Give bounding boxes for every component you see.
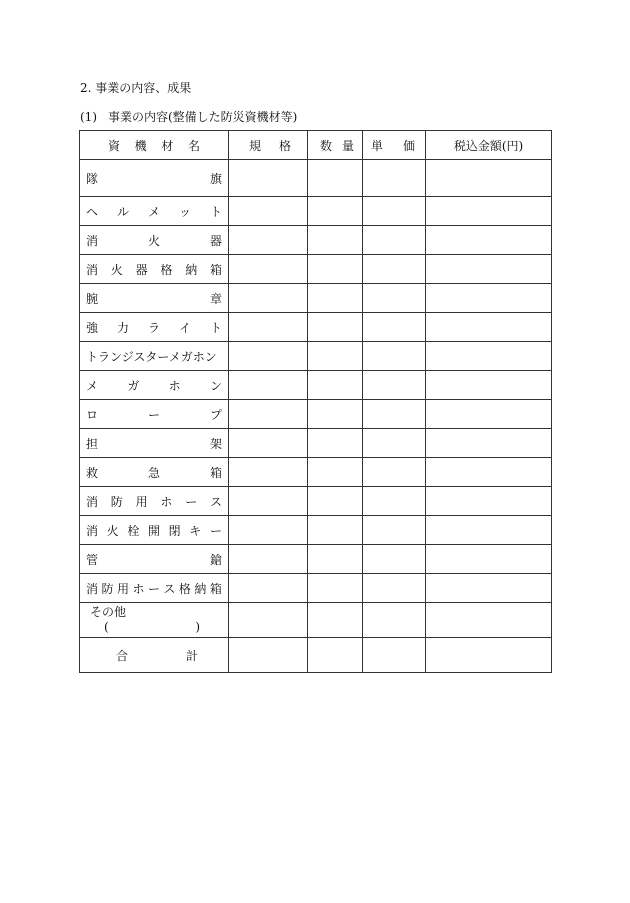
equipment-name-char: 火 [106,523,119,538]
equipment-name-char: イ [178,320,191,335]
table-row-other [80,603,552,638]
equipment-name-char: 開 [147,523,160,538]
equipment-name-char: 防 [101,581,114,596]
spec-cell [229,574,308,603]
unit-price-cell [363,284,426,313]
equipment-name-char: ス [209,494,222,509]
equipment-name-char: 旗 [209,171,222,186]
table-row [80,371,552,400]
spec-cell [229,516,308,545]
unit-price-cell [363,400,426,429]
amount-cell [426,226,552,255]
spec-cell [229,160,308,197]
equipment-name-char: キ [189,523,202,538]
equipment-name-char: 器 [135,262,148,277]
unit-price-cell [363,545,426,574]
equipment-name-char: 管 [86,552,99,567]
spec-cell [229,545,308,574]
unit-price-cell [363,160,426,197]
equipment-table [79,130,552,673]
table-row [80,516,552,545]
unit-price-cell [363,429,426,458]
table-row [80,429,552,458]
equipment-name-cell [80,226,229,255]
equipment-name-char: メ [147,204,160,219]
spec-cell [229,400,308,429]
equipment-name-char: ガ [127,378,140,393]
total-label-char: 計 [185,648,198,663]
unit-price-cell [363,487,426,516]
subsection-heading [80,109,297,125]
quantity-cell [308,371,363,400]
quantity-cell [308,342,363,371]
quantity-cell [308,400,363,429]
equipment-name-char: 閉 [168,523,181,538]
quantity-cell [308,226,363,255]
table-row [80,197,552,226]
quantity-cell [308,429,363,458]
table-row-total [80,638,552,673]
table-row [80,545,552,574]
equipment-name-char: ル [116,204,129,219]
quantity-cell [308,545,363,574]
quantity-cell [308,255,363,284]
table-row [80,342,552,371]
equipment-name-cell [80,197,229,226]
total-label-char: 合 [116,648,129,663]
equipment-name-char: 消 [86,523,99,538]
spec-cell [229,603,308,638]
spec-cell [229,371,308,400]
equipment-name-char: ー [185,494,198,509]
other-name-cell [80,603,229,638]
equipment-name-char: ー [147,407,160,422]
unit-price-cell [363,197,426,226]
quantity-cell [308,487,363,516]
equipment-name-cell [80,458,229,487]
spec-cell [229,638,308,673]
amount-cell [426,342,552,371]
unit-price-cell [363,638,426,673]
equipment-name-char: 格 [178,581,191,596]
amount-cell [426,255,552,284]
equipment-name-char: ホ [168,378,181,393]
unit-price-cell [363,226,426,255]
spec-cell [229,255,308,284]
table-row [80,400,552,429]
other-open-paren: ( [104,620,109,634]
equipment-name-char: ス [163,581,176,596]
quantity-cell [308,313,363,342]
equipment-name-char: ー [209,523,222,538]
table-header-row [80,131,552,160]
amount-cell [426,160,552,197]
equipment-name-char: ロ [86,407,99,422]
equipment-name-char: 格 [160,262,173,277]
equipment-name-char: 消 [86,494,99,509]
equipment-name-cell [80,313,229,342]
spec-cell [229,226,308,255]
equipment-name-char: 架 [209,436,222,451]
equipment-name-cell [80,284,229,313]
spec-cell [229,197,308,226]
equipment-name-char: 火 [110,262,123,277]
total-label-cell [80,638,229,673]
amount-cell [426,487,552,516]
unit-price-cell [363,603,426,638]
spec-cell [229,429,308,458]
equipment-name-cell [80,574,229,603]
unit-price-cell [363,371,426,400]
equipment-name-char: 用 [135,494,148,509]
unit-price-cell [363,342,426,371]
equipment-name-cell [80,429,229,458]
equipment-name-char: ヘ [86,204,99,219]
equipment-name-char: トランジスターメガホン [86,349,217,364]
spec-cell [229,284,308,313]
table-row [80,458,552,487]
equipment-name-char: 急 [147,465,160,480]
quantity-cell [308,197,363,226]
header-unit-price: 単 価 [363,131,426,160]
equipment-name-cell [80,516,229,545]
table-row [80,255,552,284]
quantity-cell [308,284,363,313]
equipment-name-cell [80,342,229,371]
equipment-name-char: 箱 [209,581,222,596]
equipment-name-char: 救 [86,465,99,480]
equipment-name-cell [80,487,229,516]
table-row [80,226,552,255]
equipment-name-char: プ [209,407,222,422]
header-amount: 税込金額(円) [426,131,552,160]
quantity-cell [308,160,363,197]
quantity-cell [308,516,363,545]
equipment-name-char: ッ [178,204,191,219]
equipment-name-char: 消 [86,233,99,248]
table-row [80,160,552,197]
equipment-name-char: 納 [185,262,198,277]
table-row [80,487,552,516]
equipment-name-char: 納 [194,581,207,596]
amount-cell [426,371,552,400]
other-label: その他 [90,605,127,619]
amount-cell [426,574,552,603]
unit-price-cell [363,313,426,342]
table-row [80,313,552,342]
equipment-name-char: 栓 [127,523,140,538]
header-quantity: 数 量 [308,131,363,160]
equipment-name-char: 箱 [209,262,222,277]
equipment-name-cell [80,400,229,429]
amount-cell [426,429,552,458]
unit-price-cell [363,516,426,545]
table-row [80,574,552,603]
equipment-name-char: ー [147,581,160,596]
header-spec: 規 格 [229,131,308,160]
equipment-name-char: ホ [160,494,173,509]
equipment-name-char: メ [86,378,99,393]
equipment-name-cell [80,545,229,574]
table-row [80,284,552,313]
spec-cell [229,342,308,371]
amount-cell [426,545,552,574]
amount-cell [426,458,552,487]
equipment-name-char: 消 [86,262,99,277]
equipment-name-char: 消 [86,581,99,596]
unit-price-cell [363,255,426,284]
subsection-number: (1) [80,110,97,124]
equipment-name-char: ト [209,320,222,335]
equipment-name-cell [80,371,229,400]
equipment-name-char: ト [209,204,222,219]
equipment-name-cell [80,255,229,284]
amount-cell [426,516,552,545]
equipment-name-char: 用 [116,581,129,596]
amount-cell [426,638,552,673]
quantity-cell [308,458,363,487]
equipment-name-char: 器 [209,233,222,248]
equipment-name-char: ラ [147,320,160,335]
quantity-cell [308,574,363,603]
equipment-name-char: 力 [116,320,129,335]
equipment-name-char: 鎗 [209,552,222,567]
quantity-cell [308,638,363,673]
equipment-name-char: 腕 [86,291,99,306]
amount-cell [426,313,552,342]
amount-cell [426,603,552,638]
equipment-name-char: ホ [132,581,145,596]
subsection-title: 事業の内容(整備した防災資機材等) [108,110,298,124]
unit-price-cell [363,458,426,487]
unit-price-cell [363,574,426,603]
equipment-name-char: 防 [110,494,123,509]
equipment-name-cell [80,160,229,197]
quantity-cell [308,603,363,638]
equipment-name-char: 担 [86,436,99,451]
amount-cell [426,284,552,313]
header-equipment-name: 資 機 材 名 [80,131,229,160]
other-close-paren: ) [195,620,200,634]
amount-cell [426,400,552,429]
spec-cell [229,487,308,516]
equipment-name-char: 隊 [86,171,99,186]
equipment-name-char: 箱 [209,465,222,480]
amount-cell [426,197,552,226]
section-heading: 2. 事業の内容、成果 [80,81,192,95]
equipment-name-char: 強 [86,320,99,335]
spec-cell [229,313,308,342]
equipment-name-char: ン [209,378,222,393]
equipment-name-char: 章 [209,291,222,306]
spec-cell [229,458,308,487]
equipment-name-char: 火 [147,233,160,248]
